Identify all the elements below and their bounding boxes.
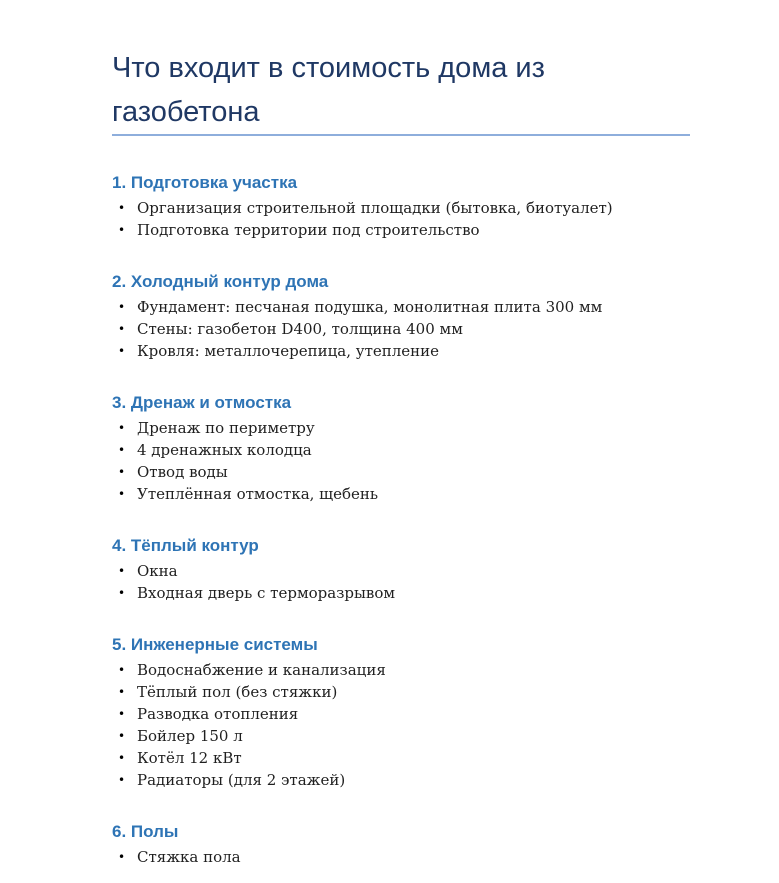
bullet-icon: •: [118, 850, 126, 864]
bullet-icon: •: [118, 223, 126, 237]
list-item: [118, 340, 690, 362]
bullet-icon: •: [118, 322, 126, 336]
list-item: [118, 197, 690, 219]
document-section: [112, 821, 690, 868]
list-item-text: Организация строительной площадки (бытовка, биотуалет): [137, 199, 613, 217]
bullet-icon: •: [118, 421, 126, 435]
list-item-text: Кровля: металлочерепица, утепление: [137, 342, 440, 360]
section-heading: 6. Полы: [112, 822, 179, 841]
list-item: [118, 659, 690, 681]
list-item: [118, 769, 690, 791]
list-item-text: 4 дренажных колодца: [137, 441, 312, 459]
bullet-list: [112, 197, 690, 241]
list-item-text: Стяжка пола: [137, 848, 241, 866]
list-item: [118, 560, 690, 582]
list-item: [118, 582, 690, 604]
bullet-icon: •: [118, 707, 126, 721]
list-item-text: Стены: газобетон D400, толщина 400 мм: [137, 320, 463, 338]
document-section: [112, 535, 690, 604]
document-section: [112, 172, 690, 241]
list-item: [118, 747, 690, 769]
bullet-icon: •: [118, 201, 126, 215]
bullet-icon: •: [118, 465, 126, 479]
list-item-text: Тёплый пол (без стяжки): [137, 683, 338, 701]
list-item-text: Входная дверь с терморазрывом: [137, 584, 396, 602]
list-item: [118, 846, 690, 868]
list-item: [118, 681, 690, 703]
bullet-icon: •: [118, 685, 126, 699]
list-item: [118, 439, 690, 461]
list-item: [118, 725, 690, 747]
bullet-icon: •: [118, 487, 126, 501]
bullet-icon: •: [118, 443, 126, 457]
list-item-text: Подготовка территории под строительство: [137, 221, 480, 239]
list-item: [118, 483, 690, 505]
list-item-text: Окна: [137, 562, 178, 580]
document-section: [112, 392, 690, 505]
sections-container: [112, 172, 690, 868]
list-item: [118, 703, 690, 725]
bullet-list: [112, 417, 690, 505]
bullet-icon: •: [118, 300, 126, 314]
list-item: [118, 461, 690, 483]
list-item-text: Разводка отопления: [137, 705, 299, 723]
list-item-text: Утеплённая отмостка, щебень: [137, 485, 379, 503]
bullet-icon: •: [118, 729, 126, 743]
list-item-text: Дренаж по периметру: [137, 419, 315, 437]
page-title: Что входит в стоимость дома из газобетона: [112, 46, 690, 136]
bullet-icon: •: [118, 586, 126, 600]
bullet-list: [112, 659, 690, 791]
document-section: [112, 634, 690, 791]
list-item-text: Радиаторы (для 2 этажей): [137, 771, 346, 789]
list-item-text: Котёл 12 кВт: [137, 749, 242, 767]
bullet-icon: •: [118, 564, 126, 578]
bullet-icon: •: [118, 773, 126, 787]
section-heading: 5. Инженерные системы: [112, 635, 318, 654]
bullet-list: [112, 846, 690, 868]
bullet-icon: •: [118, 663, 126, 677]
list-item-text: Водоснабжение и канализация: [137, 661, 386, 679]
bullet-icon: •: [118, 344, 126, 358]
list-item-text: Бойлер 150 л: [137, 727, 243, 745]
section-heading: 1. Подготовка участка: [112, 173, 298, 192]
section-heading: 2. Холодный контур дома: [112, 272, 329, 291]
list-item: [118, 318, 690, 340]
bullet-list: [112, 296, 690, 362]
section-heading: 4. Тёплый контур: [112, 536, 259, 555]
section-heading: 3. Дренаж и отмостка: [112, 393, 292, 412]
list-item: [118, 219, 690, 241]
bullet-icon: •: [118, 751, 126, 765]
list-item-text: Фундамент: песчаная подушка, монолитная плита 300 мм: [137, 298, 603, 316]
bullet-list: [112, 560, 690, 604]
list-item: [118, 417, 690, 439]
document-section: [112, 271, 690, 362]
list-item: [118, 296, 690, 318]
list-item-text: Отвод воды: [137, 463, 228, 481]
